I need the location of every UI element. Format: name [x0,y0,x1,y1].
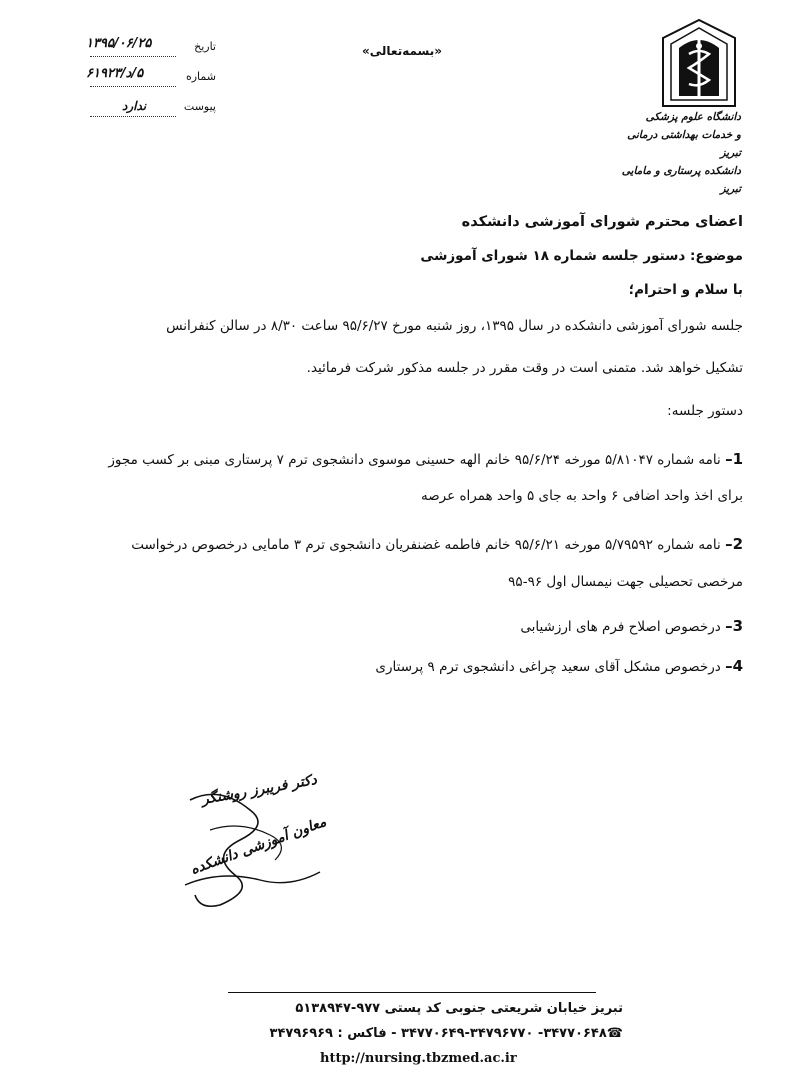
footer-phones: ☎۳۴۷۷۰۶۴۸- ۳۴۷۷۰۶۴۹-۳۴۷۹۶۷۷۰ - فاکس : ۳۴۷۹۶۹۶۹ [269,1026,623,1041]
body-line: جلسه شورای آموزشی دانشکده در سال ۱۳۹۵، روز شنبه مورخ ۹۵/۶/۲۷ ساعت ۸/۳۰ در سالن کنفرانس [166,318,743,334]
attachment-field [86,96,216,120]
signature [180,772,330,915]
agenda-item-text: نامه شماره ۵/۸۱۰۴۷ مورخه ۹۵/۶/۲۴ خانم الهه حسینی موسوی دانشجوی ترم ۷ پرستاری مبنی بر کسب مجوز [108,452,721,468]
agenda-item [520,617,743,635]
footer-divider [228,992,596,993]
footer-website-link[interactable]: http://nursing.tbzmed.ac.ir [320,1051,517,1066]
date-field [86,36,216,60]
agenda-item [74,450,743,468]
date-value: ۱۳۹۵/۰۶/۲۵ [86,36,152,51]
footer-address: تبریز خیابان شریعتی جنوبی کد پستی ۹۷۷-۵۱۳۸۹۴۷ [295,1001,623,1016]
number-value: ۵/د/۶۱۹۲۳ [86,66,144,81]
subject: موضوع: دستور جلسه شماره ۱۸ شورای آموزشی [420,248,743,264]
agenda-item [375,657,743,675]
addressee: اعضای محترم شورای آموزشی دانشکده [461,214,743,230]
logo-caption-line: دانشگاه علوم پزشکی [645,111,741,123]
signature-name: دکتر فریبرز روشنگر [200,772,319,808]
number-label: شماره [185,70,216,83]
date-label: تاریخ [194,40,216,53]
logo-caption-line: و خدمات بهداشتی درمانی تبریز [627,129,741,159]
dotted-line [90,116,176,117]
logo-caption-line: دانشکده پرستاری و مامایی تبریز [621,165,741,195]
dotted-line [90,56,176,57]
logo-caption [611,108,741,198]
agenda-item-number: 4– [725,657,743,675]
attachment-value: ندارد [122,99,147,113]
agenda-item-continuation: مرخصی تحصیلی جهت نیمسال اول ۹۶-۹۵ [508,574,743,590]
agenda-item-text: درخصوص اصلاح فرم های ارزشیابی [520,619,721,635]
agenda-item-number: 2– [725,535,743,553]
body-line: تشکیل خواهد شد. متمنی است در وقت مقرر در جلسه مذکور شرکت فرمائید. [306,360,743,376]
greeting: با سلام و احترام؛ [628,282,743,298]
signature-title: معاون آموزشی دانشکده [188,814,329,878]
basmala: «بسمه‌تعالی» [362,44,442,58]
dotted-line [90,86,176,87]
agenda-item-text: نامه شماره ۵/۷۹۵۹۲ مورخه ۹۵/۶/۲۱ خانم فاطمه غضنفریان دانشجوی ترم ۳ مامایی درخصوص درخواست [131,537,721,553]
agenda-item-text: درخصوص مشکل آقای سعید چراغی دانشجوی ترم ۹ پرستاری [375,659,721,675]
number-field [86,66,216,90]
agenda-item-number: 3– [725,617,743,635]
agenda-item-number: 1– [725,450,743,468]
agenda-item [74,535,743,553]
attachment-label: پیوست [183,100,216,113]
agenda-label: دستور جلسه: [667,403,743,419]
agenda-item-continuation: برای اخذ واحد اضافی ۶ واحد به جای ۵ واحد همراه عرصه [420,488,743,504]
